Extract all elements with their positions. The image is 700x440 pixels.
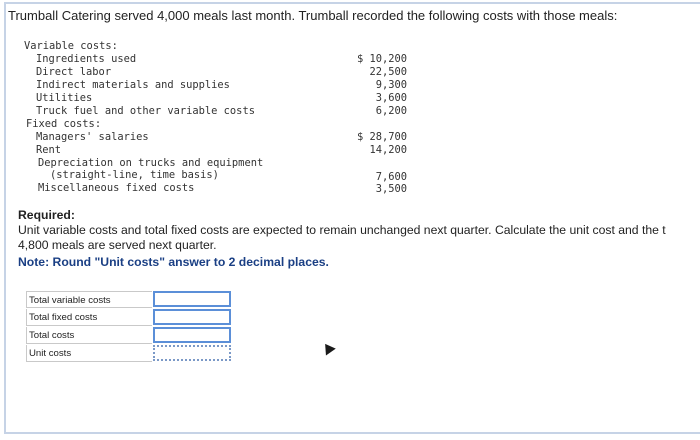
- row-label-total-fixed-costs: Total fixed costs: [26, 309, 152, 326]
- problem-intro: Trumball Catering served 4,000 meals last month. Trumball recorded the following costs with those meals:: [8, 8, 618, 23]
- cost-value: 22,500: [369, 66, 407, 78]
- row-label-total-variable-costs: Total variable costs: [26, 291, 152, 308]
- cost-label: (straight-line, time basis): [50, 169, 219, 181]
- cost-value: 3,500: [375, 183, 407, 195]
- total-costs-input[interactable]: [153, 327, 231, 343]
- fixed-costs-heading: Fixed costs:: [26, 118, 102, 130]
- note-label: Note:: [18, 255, 50, 269]
- cost-value: 7,600: [375, 171, 407, 183]
- cost-value: $ 10,200: [356, 53, 407, 65]
- cost-value: 6,200: [375, 105, 407, 117]
- cost-label: Direct labor: [36, 66, 112, 78]
- cost-label: Ingredients used: [36, 53, 137, 65]
- cost-label: Rent: [36, 144, 62, 156]
- variable-costs-heading: Variable costs:: [24, 40, 118, 52]
- cost-value: 9,300: [375, 79, 407, 91]
- unit-costs-input[interactable]: [153, 345, 231, 361]
- row-label-unit-costs: Unit costs: [26, 345, 152, 362]
- required-text-line2: 4,800 meals are served next quarter.: [18, 238, 217, 252]
- cost-label: Indirect materials and supplies: [36, 79, 230, 91]
- cost-label: Utilities: [36, 92, 93, 104]
- cost-label: Managers' salaries: [36, 131, 149, 143]
- total-fixed-costs-input[interactable]: [153, 309, 231, 325]
- rounding-note: [18, 255, 329, 269]
- cost-label: Depreciation on trucks and equipment: [38, 157, 264, 169]
- note-text: Round "Unit costs" answer to 2 decimal places.: [52, 255, 329, 269]
- cost-label: Miscellaneous fixed costs: [38, 182, 195, 194]
- cost-value: $ 28,700: [356, 131, 407, 143]
- cost-value: 3,600: [375, 92, 407, 104]
- cost-value: 14,200: [369, 144, 407, 156]
- required-heading: Required:: [18, 208, 75, 222]
- row-label-total-costs: Total costs: [26, 327, 152, 344]
- required-text-line1: Unit variable costs and total fixed costs are expected to remain unchanged next quarter. Calculate the unit cost and the t: [18, 223, 666, 237]
- total-variable-costs-input[interactable]: [153, 291, 231, 307]
- cost-label: Truck fuel and other variable costs: [36, 105, 255, 117]
